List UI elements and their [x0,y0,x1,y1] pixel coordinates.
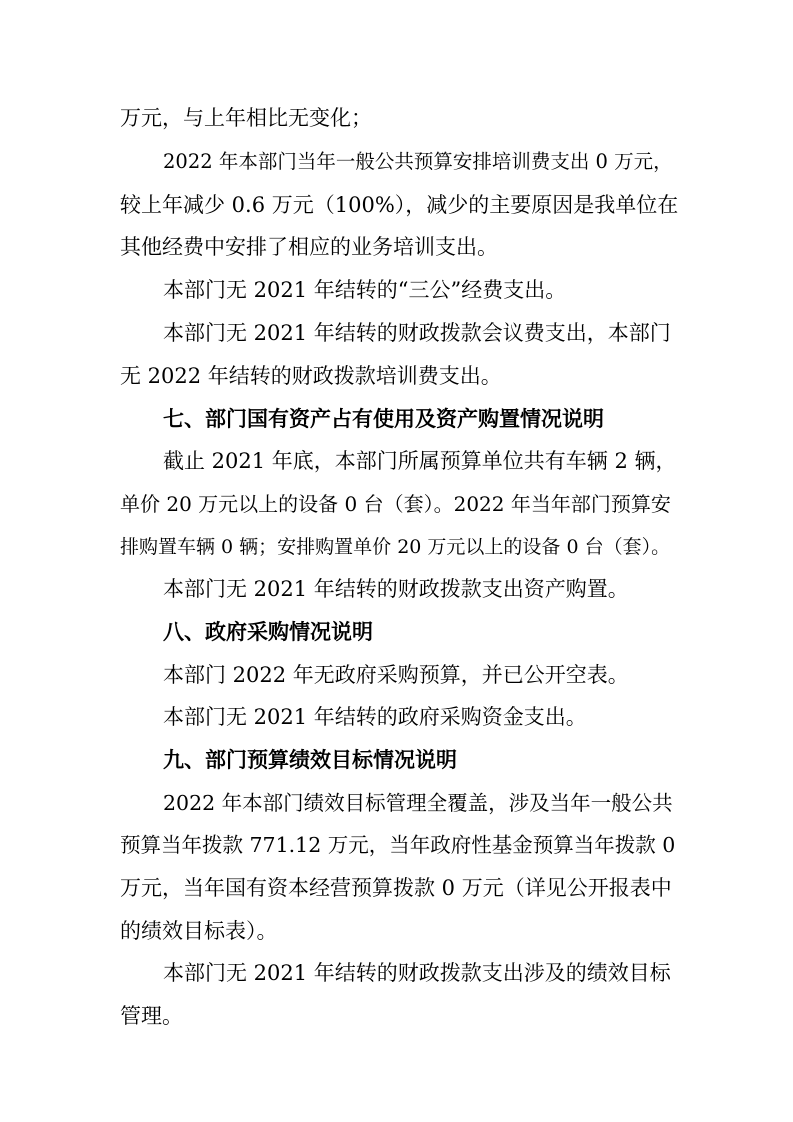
paragraph-line: 预算当年拨款 771.12 万元，当年政府性基金预算当年拨款 0 [120,833,676,857]
paragraph-line: 本部门无 2021 年结转的财政拨款会议费支出，本部门 [163,321,671,345]
paragraph-line: 2022 年本部门当年一般公共预算安排培训费支出 0 万元， [163,150,673,173]
paragraph-line: 本部门 2022 年无政府采购预算，并已公开空表。 [163,663,629,687]
paragraph-line: 本部门无 2021 年结转的财政拨款支出涉及的绩效目标 [163,961,671,985]
paragraph-line: 管理。 [120,1004,183,1028]
section-heading: 八、政府采购情况说明 [163,620,373,644]
paragraph-line: 较上年减少 0.6 万元（100%），减少的主要原因是我单位在 [120,193,679,217]
paragraph-line: 本部门无 2021 年结转的“三公”经费支出。 [163,278,567,302]
paragraph-line: 排购置车辆 0 辆；安排购置单价 20 万元以上的设备 0 台（套）。 [120,536,671,558]
paragraph-line: 万元，与上年相比无变化； [120,106,372,130]
paragraph-line: 本部门无 2021 年结转的财政拨款支出资产购置。 [163,577,629,601]
paragraph-line: 万元，当年国有资本经营预算拨款 0 万元（详见公开报表中 [120,876,672,900]
section-heading: 七、部门国有资产占有使用及资产购置情况说明 [163,407,604,431]
section-heading: 九、部门预算绩效目标情况说明 [163,748,457,772]
paragraph-line: 本部门无 2021 年结转的政府采购资金支出。 [163,705,587,729]
paragraph-line: 其他经费中安排了相应的业务培训支出。 [120,235,498,259]
paragraph-line: 单价 20 万元以上的设备 0 台（套）。2022 年当年部门预算安 [120,492,671,516]
paragraph-line: 的绩效目标表）。 [120,919,278,943]
paragraph-line: 截止 2021 年底，本部门所属预算单位共有车辆 2 辆， [163,449,677,473]
paragraph-line: 2022 年本部门绩效目标管理全覆盖，涉及当年一般公共 [163,791,673,815]
paragraph-line: 无 2022 年结转的财政拨款培训费支出。 [120,364,502,388]
